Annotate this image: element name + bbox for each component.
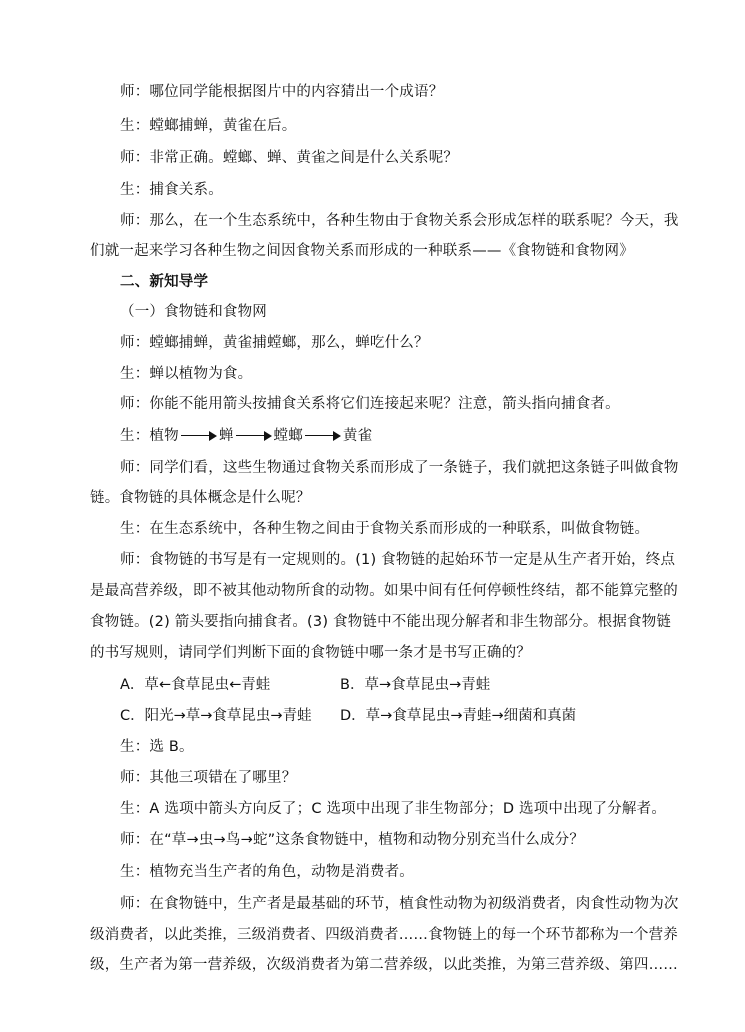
option-c: C．阳光→草→食草昆虫→青蛙 — [120, 708, 312, 724]
text-line: 的书写规则，请同学们判断下面的食物链中哪一条才是书写正确的？ — [90, 645, 531, 661]
text-line: 师：其他三项错在了哪里？ — [120, 770, 297, 786]
text-line: 师：食物链的书写是有一定规则的。(1) 食物链的起始环节一定是从生产者开始，终点 — [120, 552, 676, 568]
text-line: 师：同学们看，这些生物通过食物关系而形成了一条链子，我们就把这条链子叫做食物 — [120, 460, 679, 476]
text-line: 生：在生态系统中，各种生物之间由于食物关系而形成的一种联系，叫做食物链。 — [120, 521, 650, 537]
text-line: 生：螳螂捕蝉，黄雀在后。 — [120, 118, 297, 134]
chain-node: 黄雀 — [342, 428, 373, 444]
text-line: 生：A 选项中箭头方向反了；C 选项中出现了非生物部分；D 选项中出现了分解者。 — [120, 801, 667, 817]
chain-prefix: 生：植物 — [120, 428, 179, 444]
text-line: 生：蝉以植物为食。 — [120, 366, 253, 382]
text-line: 师：在“草→虫→鸟→蛇”这条食物链中，植物和动物分别充当什么成分？ — [120, 832, 585, 848]
food-chain-line — [120, 426, 372, 446]
text-line: 师：在食物链中，生产者是最基础的环节，植食性动物为初级消费者，肉食性动物为次 — [120, 896, 679, 912]
option-a: A．草←食草昆虫←青蛙 — [120, 677, 271, 693]
text-line: 师：非常正确。螳螂、蝉、黄雀之间是什么关系呢？ — [120, 150, 459, 166]
text-line: 师：螳螂捕蝉，黄雀捕螳螂，那么，蝉吃什么？ — [120, 335, 429, 351]
subsection-heading: （一）食物链和食物网 — [120, 304, 267, 320]
text-line: 食物链。(2) 箭头要指向捕食者。(3) 食物链中不能出现分解者和非生物部分。根据食物链 — [90, 614, 672, 630]
text-line: 师：那么，在一个生态系统中，各种生物由于食物关系会形成怎样的联系呢？今天，我 — [120, 213, 679, 229]
chain-node: 螳螂 — [273, 428, 303, 444]
text-line: 师：你能不能用箭头按捕食关系将它们连接起来呢？注意，箭头指向捕食者。 — [120, 396, 620, 412]
text-line: 级，生产者为第一营养级，次级消费者为第二营养级，以此类推，为第三营养级、第四…… — [90, 957, 678, 973]
text-line: 链。食物链的具体概念是什么呢？ — [90, 490, 311, 506]
text-line: 们就一起来学习各种生物之间因食物关系而形成的一种联系——《食物链和食物网》 — [90, 243, 634, 259]
arrow-right-icon — [236, 431, 272, 441]
chain-node: 蝉 — [218, 428, 234, 444]
section-heading: 二、新知导学 — [120, 274, 209, 290]
option-d: D．草→食草昆虫→青蛙→细菌和真菌 — [340, 708, 577, 724]
text-line: 生：选 B。 — [120, 739, 194, 755]
text-line: 生：植物充当生产者的角色，动物是消费者。 — [120, 864, 414, 880]
text-line: 是最高营养级，即不被其他动物所食的动物。如果中间有任何停顿性终结，都不能算完整的 — [90, 583, 678, 599]
text-line: 生：捕食关系。 — [120, 182, 223, 198]
text-line: 级消费者，以此类推，三级消费者、四级消费者……食物链上的每一个环节都称为一个营养 — [90, 927, 678, 943]
option-b: B．草→食草昆虫→青蛙 — [340, 677, 491, 693]
text-line: 师：哪位同学能根据图片中的内容猜出一个成语？ — [120, 84, 444, 100]
arrow-right-icon — [305, 431, 341, 441]
arrow-right-icon — [181, 431, 217, 441]
